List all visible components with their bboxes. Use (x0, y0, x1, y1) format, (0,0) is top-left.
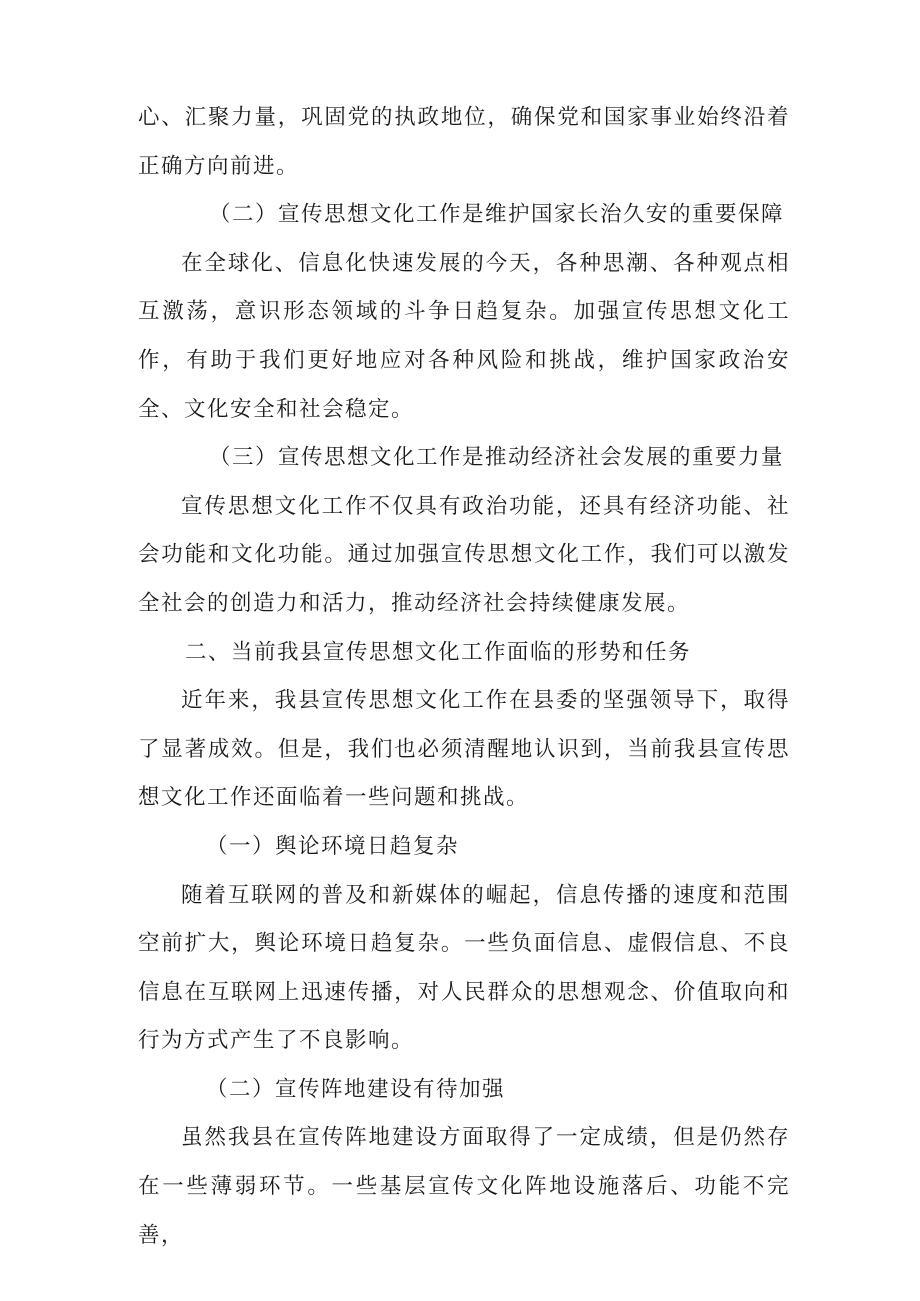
paragraph: 虽然我县在宣传阵地建设方面取得了一定成绩，但是仍然存在一些薄弱环节。一些基层宣传文化阵地设施落后、功能不完善， (138, 1125, 790, 1248)
section-heading: （二）宣传思想文化工作是维护国家长治久安的重要保障 (209, 202, 785, 228)
paragraph: 近年来，我县宣传思想文化工作在县委的坚强领导下，取得了显著成效。但是，我们也必须清醒地认识到，当前我县宣传思想文化工作还面临着一些问题和挑战。 (138, 688, 790, 811)
section-heading: （二）宣传阵地建设有待加强 (206, 1076, 506, 1102)
paragraph: 随着互联网的普及和新媒体的崛起，信息传播的速度和范围空前扩大，舆论环境日趋复杂。一些负面信息、虚假信息、不良信息在互联网上迅速传播，对人民群众的思想观念、价值取向和行为方式产生了不良影响。 (138, 882, 790, 1054)
section-heading: （三）宣传思想文化工作是推动经济社会发展的重要力量 (209, 445, 785, 471)
paragraph-continued: 心、汇聚力量，巩固党的执政地位，确保党和国家事业始终沿着正确方向前进。 (138, 105, 790, 179)
paragraph: 宣传思想文化工作不仅具有政治功能，还具有经济功能、社会功能和文化功能。通过加强宣传思想文化工作，我们可以激发全社会的创造力和活力，推动经济社会持续健康发展。 (138, 493, 790, 616)
section-heading: （一）舆论环境日趋复杂 (206, 833, 460, 859)
paragraph: 在全球化、信息化快速发展的今天，各种思潮、各种观点相互激荡，意识形态领域的斗争日趋复杂。加强宣传思想文化工作，有助于我们更好地应对各种风险和挑战，维护国家政治安全、文化安全和社会稳定。 (138, 250, 790, 422)
document-body (138, 94, 790, 1260)
chapter-heading: 二、当前我县宣传思想文化工作面临的形势和任务 (185, 639, 692, 665)
